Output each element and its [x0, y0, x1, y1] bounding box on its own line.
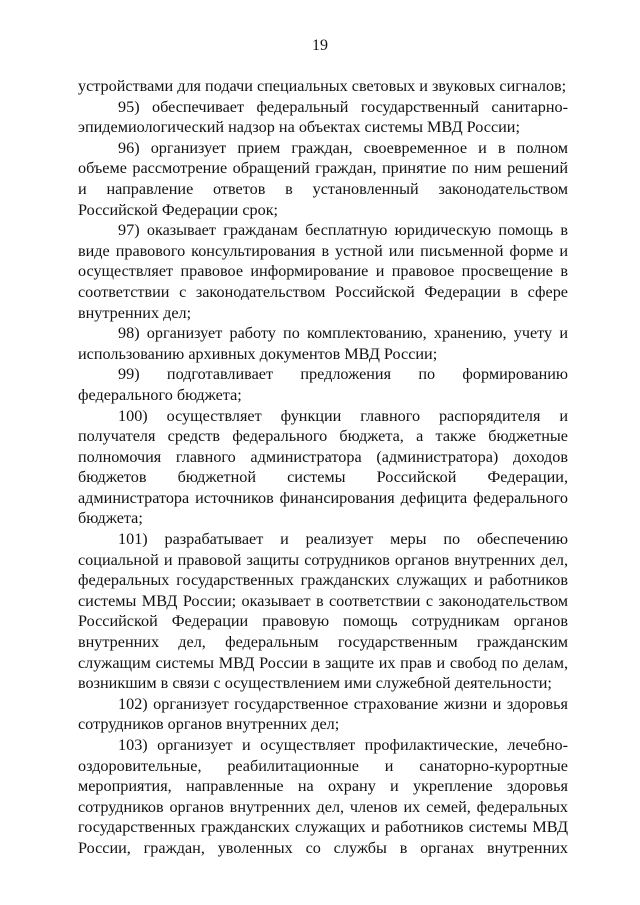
document-body	[78, 76, 568, 859]
paragraph-item-97: 97) оказывает гражданам бесплатную юридическую помощь в виде правового консультирования в устной или письменной форме и осуществляет правовое информирование и правовое просвещение в соответствии с законодательством Российской Федерации в сфере внутренних дел;	[78, 221, 568, 322]
paragraph-item-103: 103) организует и осуществляет профилактические, лечебно-оздоровительные, реабилитационные и санаторно-курортные мероприятия, направленные на охрану и укрепление здоровья сотрудников органов внутренних дел, членов их семей, федеральных государственных гражданских служащих и работников системы МВД России, граждан, уволенных со службы в органах внутренних	[78, 736, 568, 857]
paragraph-item-95: 95) обеспечивает федеральный государственный санитарно-эпидемиологический надзор на объектах системы МВД России;	[78, 97, 568, 137]
page-number: 19	[312, 37, 328, 54]
paragraph-item-96: 96) организует прием граждан, своевременное и в полном объеме рассмотрение обращений граждан, принятие по ним решений и направление ответов в установленный законодательством Российской Федерации срок;	[78, 138, 568, 219]
paragraph-item-100: 100) осуществляет функции главного распорядителя и получателя средств федерального бюджета, а также бюджетные полномочия главного администратора (администратора) доходов бюджетов бюджетной системы Российской Федерации, администратора источников финансирования дефицита федерального бюджета;	[78, 406, 568, 528]
paragraph-item-98: 98) организует работу по комплектованию, хранению, учету и использованию архивных документов МВД России;	[78, 324, 568, 363]
paragraph-item-102: 102) организует государственное страхование жизни и здоровья сотрудников органов внутренних дел;	[78, 694, 568, 734]
paragraph-item-99: 99) подготавливает предложения по формированию федерального бюджета;	[78, 365, 568, 404]
paragraph-continuation: устройствами для подачи специальных световых и звуковых сигналов;	[78, 77, 567, 95]
paragraph-item-101: 101) разрабатывает и реализует меры по обеспечению социальной и правовой защиты сотрудников органов внутренних дел, федеральных государственных гражданских служащих и работников системы МВД России; оказывает в соответствии с законодательством Российской Федерации правовую помощь сотрудникам органов внутренних дел, федеральным государственным гражданским служащим системы МВД России в защите их прав и свобод по делам, возникшим в связи с осуществлением ими служебной деятельности;	[78, 530, 568, 693]
